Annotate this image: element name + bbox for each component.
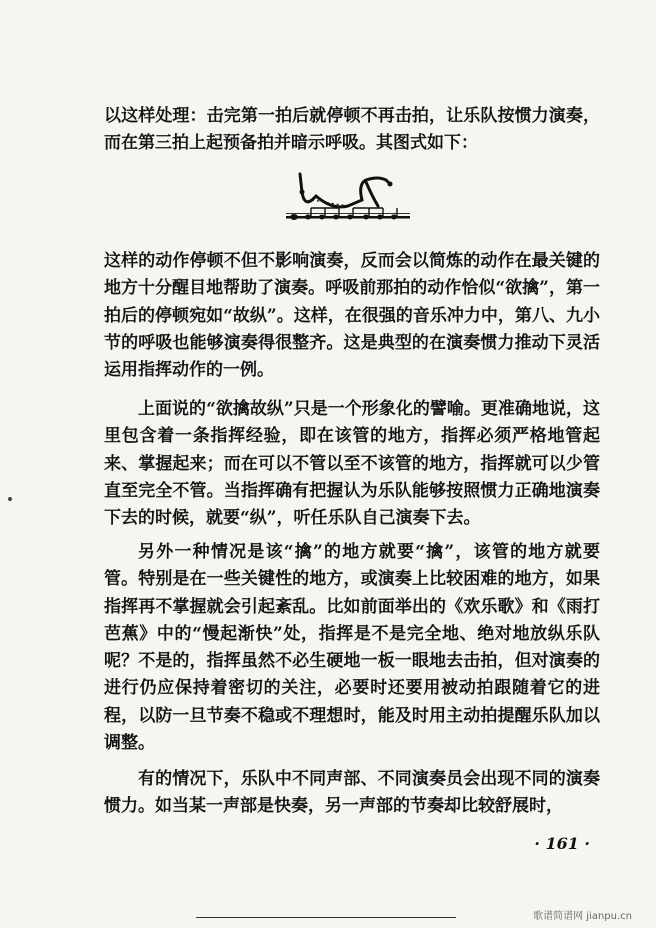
paragraph-5: 有的情况下，乐队中不同声部、不同演奏员会出现不同的演奏惯力。如当某一声部是快奏，另一声部的节奏却比较舒展时， [104, 769, 600, 817]
page-number: · 161 · [534, 834, 590, 853]
conducting-diagram [282, 170, 412, 232]
paragraph-2: 这样的动作停顿不但不影响演奏，反而会以简炼的动作在最关键的地方十分醒目地帮助了演奏。呼吸前那拍的动作恰似“欲擒”，第一拍后的停顿宛如“故纵”。这样，在很强的音乐冲力中，第八、九小节的呼吸也能够演奏得很整齐。这是典型的在演奏惯力推动下灵活运用指挥动作的一例。 [104, 251, 600, 381]
staff-line [286, 213, 410, 214]
beat-point [300, 190, 305, 195]
watermark: 歌谱简谱网 jianpu.cn [533, 911, 632, 922]
paragraph-1: 以这样处理：击完第一拍后就停顿不再击拍，让乐队按惯力演奏，而在第三拍上起预备拍并暗示呼吸。其图式如下： [104, 106, 600, 154]
conducting-diagram-svg [282, 170, 412, 232]
paragraph-4: 另外一种情况是该“擒”的地方就要“擒”，该管的地方就要管。特别是在一些关键性的地方，或演奏上比较困难的地方，如果指挥再不掌握就会引起紊乱。比如前面举出的《欢乐歌》和《雨打芭蕉》中的“慢起渐快”处，指挥是不是完全地、绝对地放纵乐队呢？不是的，指挥虽然不必生硬地一板一眼地去击拍，但对演奏的进行仍应保持着密切的关注，必要时还要用被动拍跟随着它的进程，以防一旦节奏不稳或不理想时，能及时用主动拍提醒乐队加以调整。 [104, 542, 600, 754]
beat-point [388, 182, 393, 187]
scan-artifact-dot [8, 497, 12, 501]
beat-path [300, 174, 390, 207]
paragraph-3: 上面说的“欲擒故纵”只是一个形象化的譬喻。更准确地说，这里包含着一条指挥经验，即在该管的地方，指挥必须严格地管起来、掌握起来；而在可以不管以至不该管的地方，指挥就可以少管直至完全不管。当指挥确有把握认为乐队能够按照惯力正确地演奏下去的时候，就要“纵”，听任乐队自己演奏下去。 [104, 399, 600, 529]
scan-artifact-line [196, 917, 456, 918]
